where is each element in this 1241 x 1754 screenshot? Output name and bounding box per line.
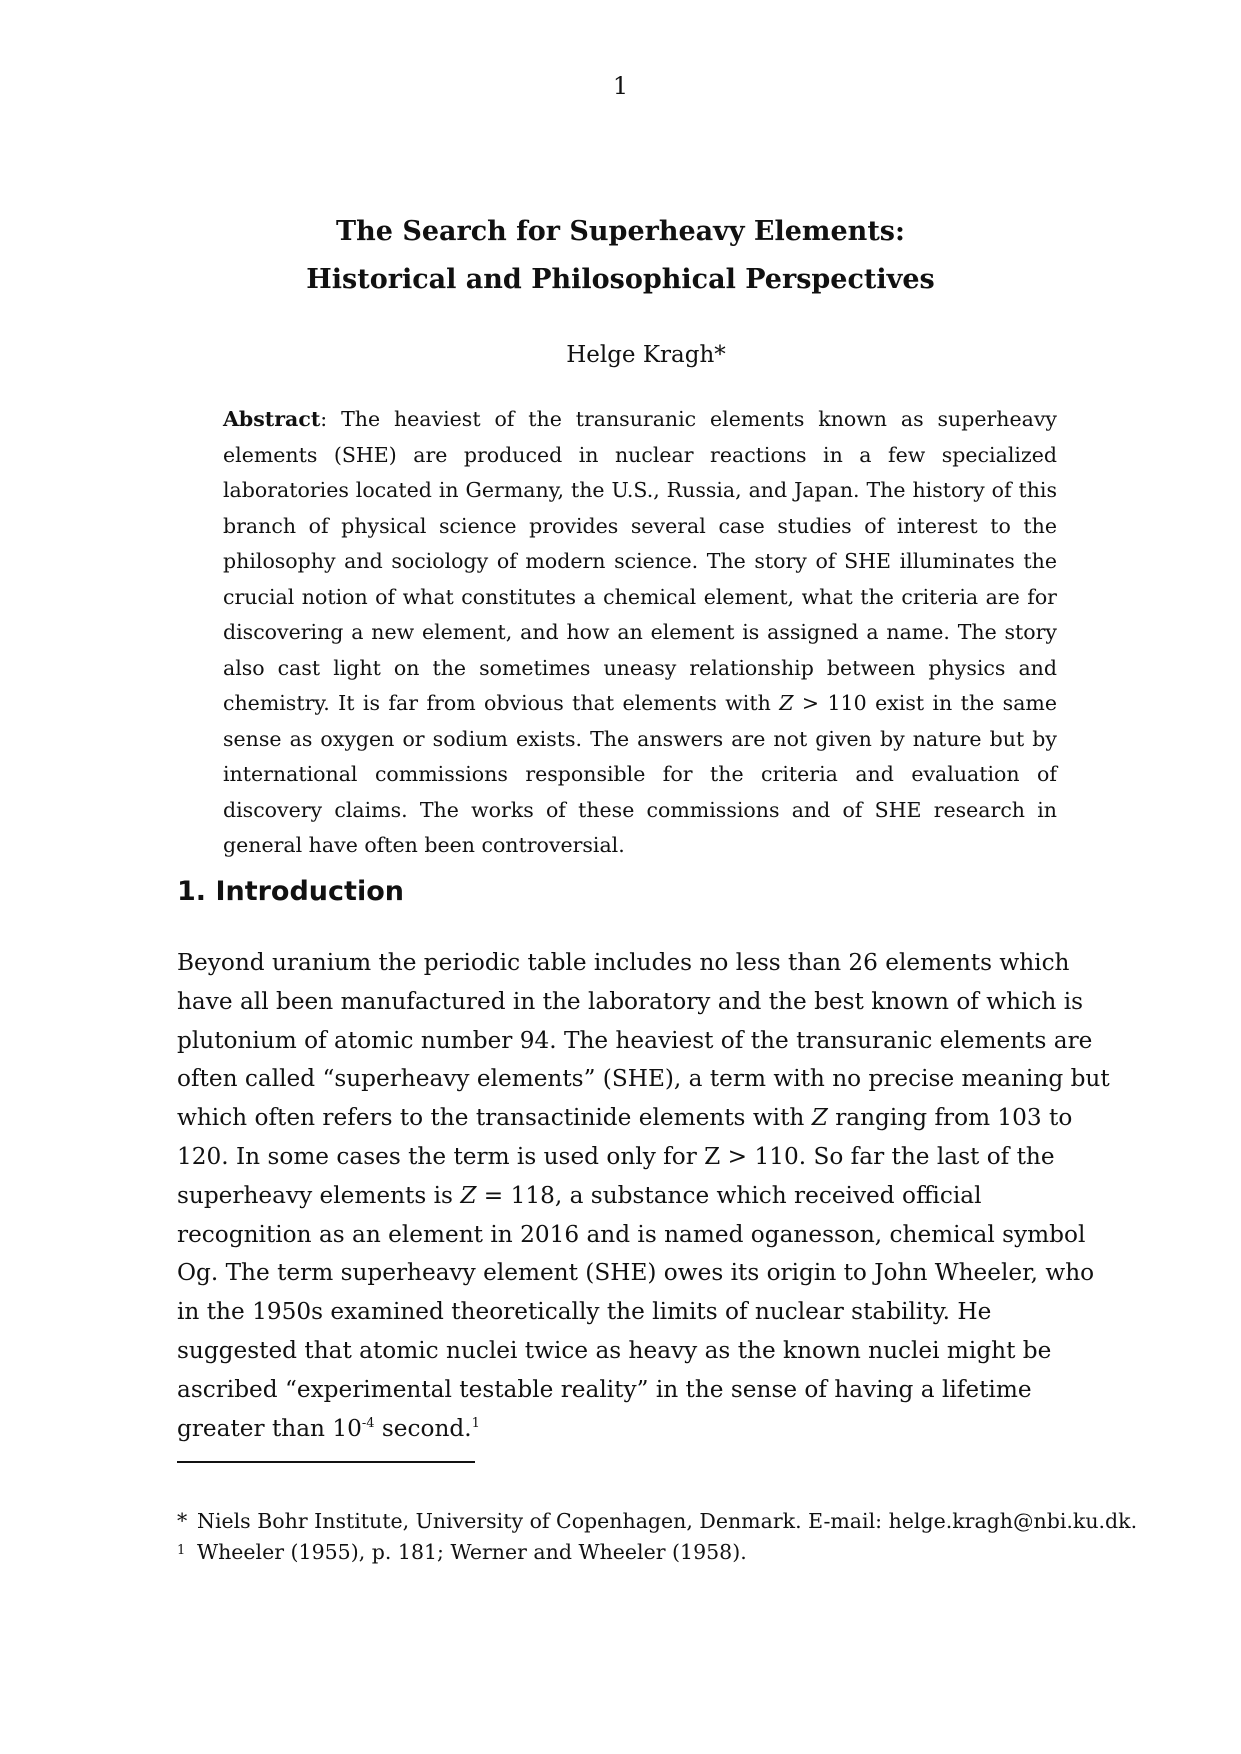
footnotes [177,1506,1138,1567]
intro-variable-z-2: Z [460,1181,477,1209]
abstract-label: Abstract [223,407,321,431]
footnote-1 [177,1536,1117,1567]
intro-text-part-4: second. [374,1414,472,1442]
author-name: Helge Kragh* [566,342,726,368]
paper-title [0,208,1241,304]
footnote-text: Niels Bohr Institute, University of Copenhagen, Denmark. E-mail: helge.kragh@nbi.ku.dk. [197,1509,1138,1533]
abstract [223,402,1057,864]
title-line-2: Historical and Philosophical Perspectives [306,264,935,295]
page-number: 1 [612,72,629,100]
footnote-reference-1: 1 [471,1415,480,1431]
footnote-text: Wheeler (1955), p. 181; Werner and Wheeler (1958). [197,1540,747,1564]
intro-text-part-1: Beyond uranium the periodic table includes no less than 26 elements which have all been manufactured in the laboratory and the best known of which is plutonium of atomic number 94. The heaviest of the transuranic elements are often called “superheavy elements” (SHE), a term with no precise meaning but which often refers to the transactinide elements with [177,949,1110,1132]
intro-variable-z-1: Z [811,1104,828,1132]
footnote-mark-1: 1 [177,1543,186,1558]
abstract-text-continued: > 110 exist in the same sense as oxygen or sodium exists. The answers are not given by nature but by international commissions responsible for the criteria and evaluation of discovery claims. The works of these commissions and of SHE research in general have often been controversial. [223,691,1057,857]
abstract-text: : The heaviest of the transuranic elements known as superheavy elements (SHE) are produced in nuclear reactions in a few specialized laboratories located in Germany, the U.S., Russia, and Japan. The history of this branch of physical science provides several case studies of interest to the philosophy and sociology of modern science. The story of SHE illuminates the crucial notion of what constitutes a chemical element, what the criteria are for discovering a new element, and how an element is assigned a name. The story also cast light on the sometimes uneasy relationship between physics and chemistry. It is far from obvious that elements with [223,407,1057,715]
section-heading-introduction: 1. Introduction [177,876,404,907]
introduction-paragraph [177,944,1117,1448]
title-line-1: The Search for Superheavy Elements: [336,216,905,247]
exponent: -4 [361,1415,375,1431]
footnote-author-affiliation [177,1506,1138,1536]
intro-text-part-2: ranging from 103 to 120. In some cases the term is used only for Z > 110. So far the last of the superheavy elements is [177,1104,1073,1209]
footnote-mark-asterisk: * [177,1509,188,1533]
footnote-separator [177,1461,475,1463]
intro-text-part-3: = 118, a substance which received official recognition as an element in 2016 and is named oganesson, chemical symbol Og. The term superheavy element (SHE) owes its origin to John Wheeler, who in the 1950s examined theoretically the limits of nuclear stability. He suggested that atomic nuclei twice as heavy as the known nuclei might be ascribed “experimental testable reality” in the sense of having a lifetime greater than 10 [177,1181,1095,1442]
abstract-variable-z: Z [779,691,794,715]
